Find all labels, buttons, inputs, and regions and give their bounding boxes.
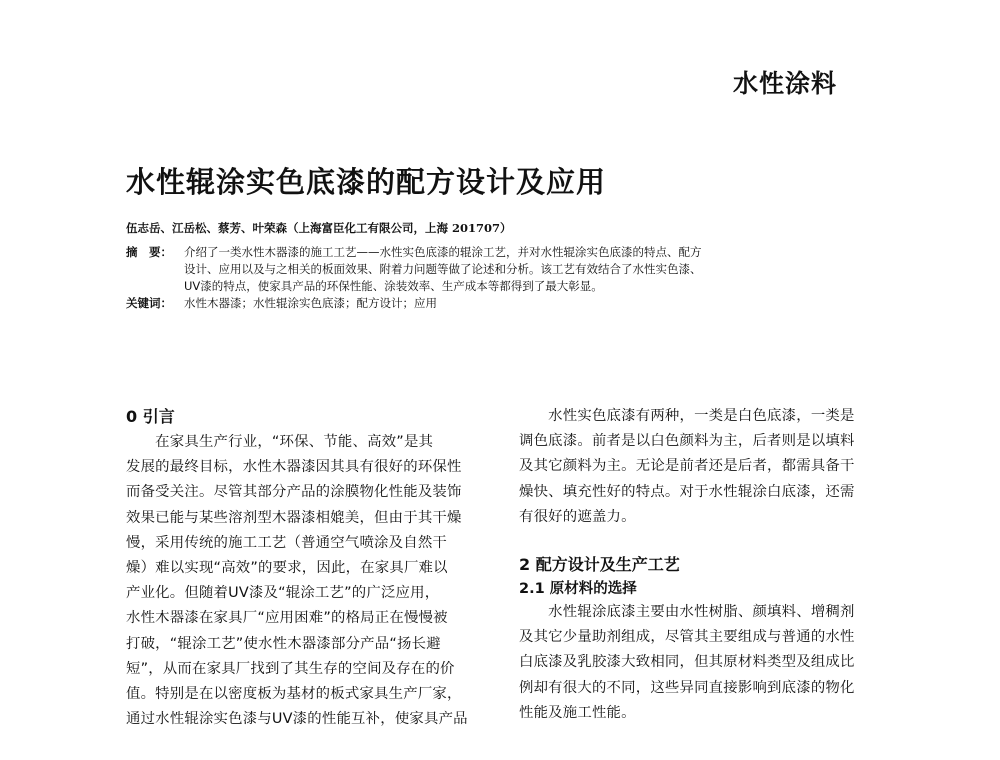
intro-paragraph <box>126 430 496 732</box>
paper-title: 水性辊涂实色底漆的配方设计及应用 <box>126 165 607 199</box>
text-line: 而备受关注。尽管其部分产品的涂膜物化性能及装饰 <box>126 484 462 501</box>
abstract-line: UV漆的特点，使家具产品的环保性能、涂装效率、生产成本等都得到了最大彰显。 <box>184 279 603 293</box>
keywords-body <box>184 295 437 312</box>
text-line: 性能及施工性能。 <box>519 704 636 721</box>
text-line: 水性辊涂底漆主要由水性树脂、颜填料、增稠剂 <box>519 604 855 621</box>
text-line: 产业化。但随着UV漆及“辊涂工艺”的广泛应用， <box>126 585 440 602</box>
text-line: 调色底漆。前者是以白色颜料为主，后者则是以填料 <box>519 433 855 450</box>
section-label: 水性涂料 <box>733 69 838 98</box>
abstract-block <box>126 244 806 312</box>
keywords-text: 水性木器漆；水性辊涂实色底漆；配方设计；应用 <box>184 296 437 310</box>
right-column <box>519 404 889 726</box>
keywords-label: 关键词： <box>126 296 172 310</box>
text-line: 白底漆及乳胶漆大致相同，但其原材料类型及组成比 <box>519 654 855 671</box>
section-heading-formula: 2 配方设计及生产工艺 <box>519 555 680 575</box>
subsection-heading-materials: 2.1 原材料的选择 <box>519 581 637 598</box>
text-line: 在家具生产行业，“环保、节能、高效”是其 <box>126 434 434 450</box>
primer-paragraph <box>519 404 889 530</box>
abstract-body <box>184 244 702 295</box>
text-line: 慢，采用传统的施工工艺（普通空气喷涂及自然干 <box>126 534 447 551</box>
keywords-row <box>126 295 806 312</box>
abstract-line: 介绍了一类水性木器漆的施工工艺——水性实色底漆的辊涂工艺，并对水性辊涂实色底漆的特点、配方 <box>184 245 702 259</box>
abstract-row <box>126 244 806 295</box>
text-line: 燥）难以实现“高效”的要求，因此，在家具厂难以 <box>126 560 448 577</box>
text-line: 有很好的遮盖力。 <box>519 508 636 525</box>
text-line: 通过水性辊涂实色漆与UV漆的性能互补，使家具产品 <box>126 711 468 728</box>
text-line: 及其它颜料为主。无论是前者还是后者，都需具备干 <box>519 458 855 475</box>
text-line: 水性实色底漆有两种，一类是白色底漆，一类是 <box>519 408 855 424</box>
text-line: 发展的最终目标，水性木器漆因其具有很好的环保性 <box>126 459 462 476</box>
abstract-line: 设计、应用以及与之相关的板面效果、附着力问题等做了论述和分析。该工艺有效结合了水性实色漆、 <box>184 262 702 276</box>
text-line: 燥快、填充性好的特点。对于水性辊涂白底漆，还需 <box>519 483 855 500</box>
section-heading-intro: 0 引言 <box>126 407 175 426</box>
left-column <box>126 404 496 732</box>
text-line: 值。特别是在以密度板为基材的板式家具生产厂家， <box>126 686 462 703</box>
text-line: 打破，“辊涂工艺”使水性木器漆部分产品“扬长避 <box>126 635 441 652</box>
text-line: 例却有很大的不同，这些异同直接影响到底漆的物化 <box>519 679 855 696</box>
text-line: 短”，从而在家具厂找到了其生存的空间及存在的价 <box>126 660 455 677</box>
abstract-label: 摘 要： <box>126 245 172 259</box>
text-line: 水性木器漆在家具厂“应用困难”的格局正在慢慢被 <box>126 610 448 627</box>
materials-paragraph <box>519 600 889 726</box>
text-line: 及其它少量助剂组成，尽管其主要组成与普通的水性 <box>519 629 855 646</box>
text-line: 效果已能与某些溶剂型木器漆相媲美，但由于其干燥 <box>126 509 462 526</box>
authors-line: 伍志岳、江岳松、蔡芳、叶荣森（上海富臣化工有限公司，上海 201707） <box>126 221 512 235</box>
